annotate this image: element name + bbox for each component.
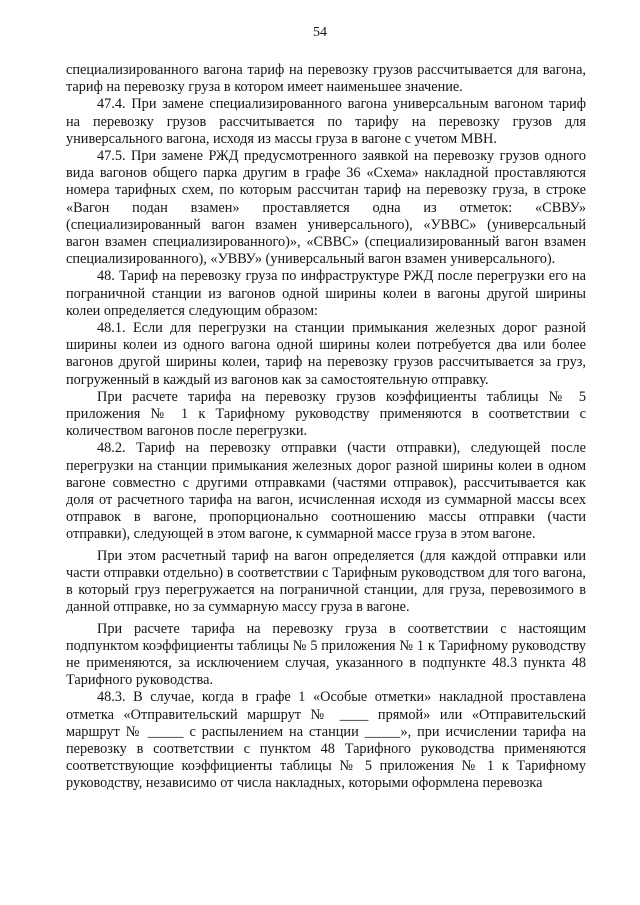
paragraph-continuation: специализированного вагона тариф на перевозку грузов рассчитывается для вагона, тариф на перевозку груза в котором имеет наименьшее значение. [66,62,586,96]
page-number: 54 [313,25,327,40]
paragraph-48-2: 48.2. Тариф на перевозку отправки (части отправки), следующей после перегрузки на станции примыкания железных дорог разной ширины колеи в одном вагоне совместно с другими отправками (частями отправок), рассчитывается как доля от расчетного тарифа на вагон, исчисленная исходя из суммарной массы всех отправок в вагоне, пропорционально соотношению массы отправки (части отправки), следующей в этом вагоне, к суммарной массе груза в этом вагоне. [66,440,586,543]
paragraph-48: 48. Тариф на перевозку груза по инфраструктуре РЖД после перегрузки его на пограничной станции из вагонов одной ширины колеи в вагоны другой ширины колеи определяется следующим образом: [66,268,586,319]
paragraph-48-2-coefficients: При расчете тарифа на перевозку груза в соответствии с настоящим подпунктом коэффициенты таблицы № 5 приложения № 1 к Тарифному руководству не применяются, за исключением случая, указанного в подпункте 48.3 пункта 48 Тарифного руководства. [66,620,586,689]
paragraph-48-1: 48.1. Если для перегрузки на станции примыкания железных дорог разной ширины колеи из одного вагона одной ширины колеи потребуется два или более вагонов другой ширины колеи, тариф на перевозку грузов рассчитывается за груз, погруженный в каждый из вагонов как за самостоятельную отправку. [66,320,586,388]
paragraph-47-5: 47.5. При замене РЖД предусмотренного заявкой на перевозку грузов одного вида вагонов общего парка другим в графе 36 «Схема» накладной проставляются номера тарифных схем, по которым рассчитан тариф на перевозку груза, в строке «Вагон подан взамен» проставляется одна из отметок: «СВВУ» (специализированный вагон взамен универсального), «УВВС» (универсальный вагон взамен специализированного)», «СВВС» (специализированный вагон взамен специализированного), «УВВУ» (универсальный вагон взамен универсального). [66,148,586,268]
paragraph-47-4: 47.4. При замене специализированного вагона универсальным вагоном тариф на перевозку грузов рассчитывается по тарифу на перевозку грузов для универсального вагона, исходя из массы груза в вагоне с учетом МВН. [66,96,586,147]
document-body [66,62,586,793]
paragraph-48-2-calculation: При этом расчетный тариф на вагон определяется (для каждой отправки или части отправки отдельно) в соответствии с Тарифным руководством для того вагона, в который груз перегружается на пограничной станции, для груза, перевозимого в данной отправке, но за суммарную массу груза в вагоне. [66,547,586,616]
paragraph-48-3: 48.3. В случае, когда в графе 1 «Особые отметки» накладной проставлена отметка «Отправительский маршрут № ____ прямой» или «Отправительский маршрут № _____ с распылением на станции _____», при исчислении тарифа на перевозку в соответствии с пунктом 48 Тарифного руководства применяются соответствующие коэффициенты таблицы № 5 приложения № 1 к Тарифному руководству, независимо от числа накладных, которыми оформлена перевозка [66,689,586,792]
paragraph-48-1-coefficients: При расчете тарифа на перевозку грузов коэффициенты таблицы № 5 приложения № 1 к Тарифному руководству применяются в соответствии с количеством вагонов после перегрузки. [66,388,586,440]
